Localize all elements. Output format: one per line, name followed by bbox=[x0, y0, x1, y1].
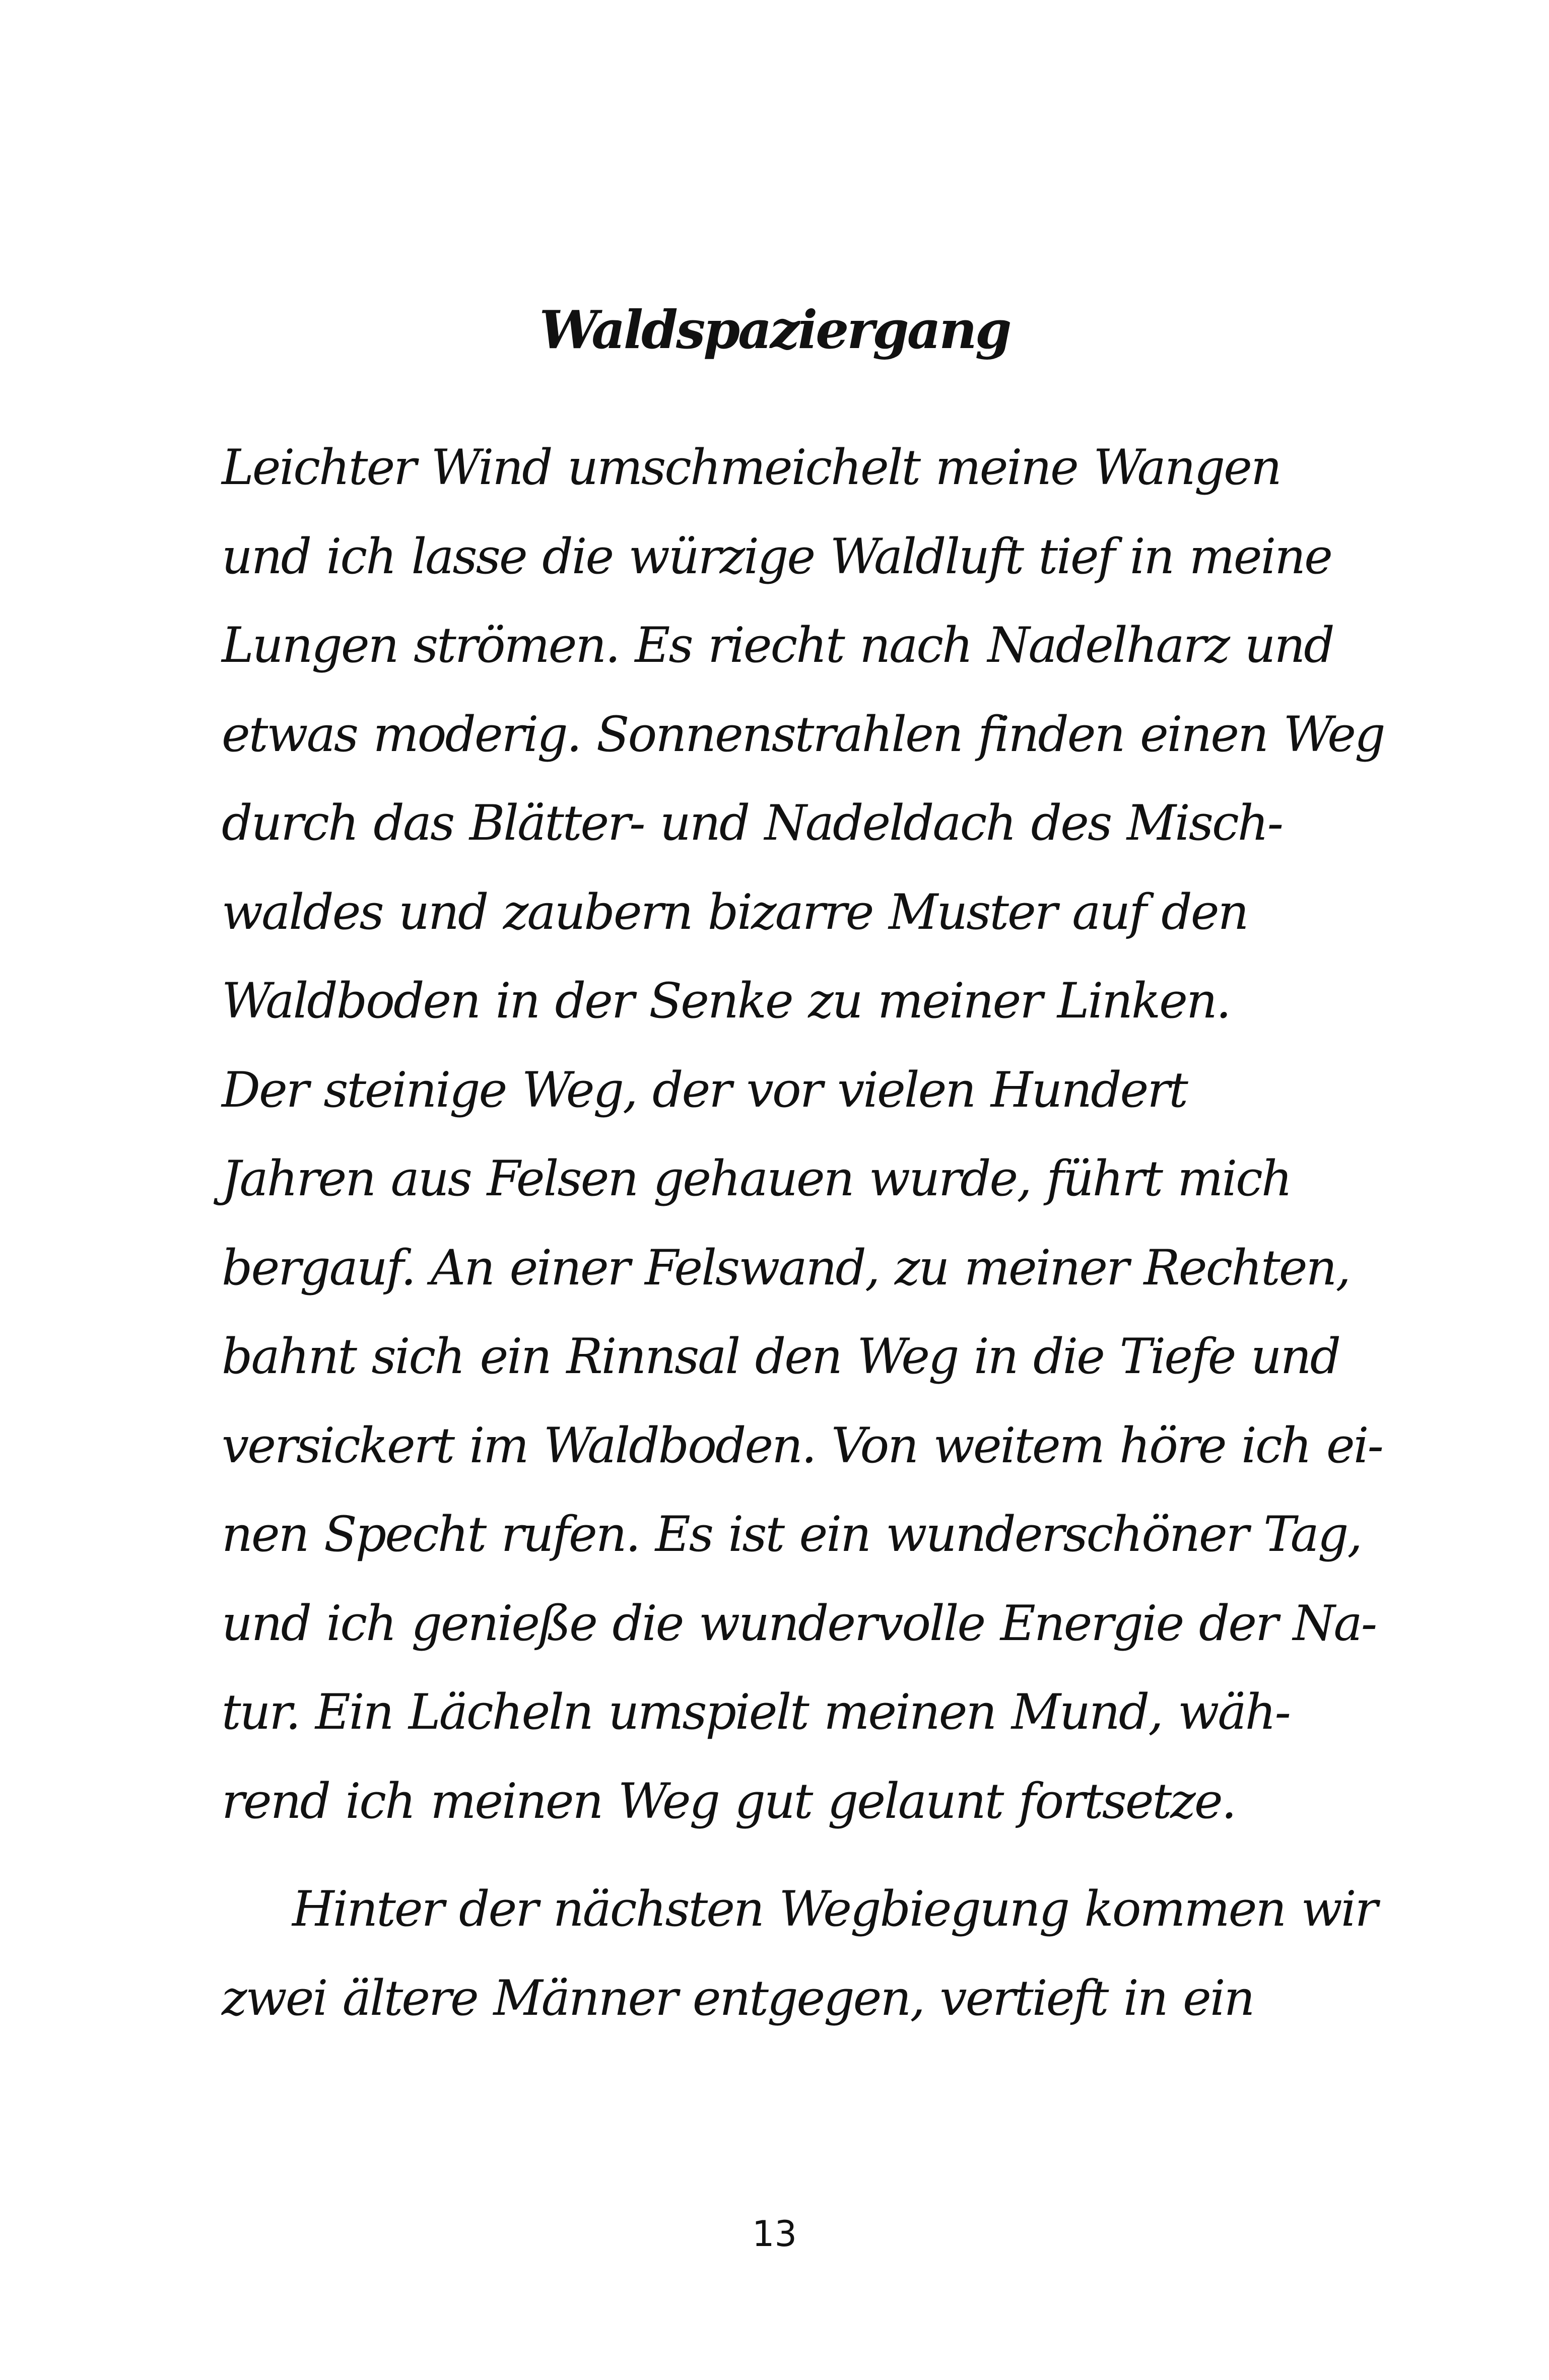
text-line: Waldboden in der Senke zu meiner Linken. bbox=[222, 973, 1230, 1029]
paragraph-1 bbox=[222, 423, 1384, 1846]
text-line: Jahren aus Felsen gehauen wurde, führt mich bbox=[222, 1150, 1291, 1207]
text-line: Lungen strömen. Es riecht nach Nadelharz und bbox=[222, 617, 1333, 673]
paragraph-gap bbox=[222, 1846, 1350, 1865]
paragraph-2 bbox=[222, 1865, 1377, 2043]
text-line: und ich genieße die wundervolle Energie der Na- bbox=[222, 1595, 1376, 1652]
text-line: Hinter der nächsten Wegbiegung kommen wir bbox=[292, 1881, 1377, 1937]
text-line: bahnt sich ein Rinnsal den Weg in die Tiefe und bbox=[222, 1328, 1340, 1385]
text-line: nen Specht rufen. Es ist ein wunderschöner Tag, bbox=[222, 1506, 1361, 1562]
chapter-title: Waldspaziergang bbox=[539, 299, 1010, 361]
text-line: bergauf. An einer Felswand, zu meiner Rechten, bbox=[222, 1239, 1350, 1296]
text-line: tur. Ein Lächeln umspielt meinen Mund, wäh- bbox=[222, 1684, 1290, 1740]
text-line: und ich lasse die würzige Waldluft tief in meine bbox=[222, 528, 1331, 585]
text-line: versickert im Waldboden. Von weitem höre ich ei- bbox=[222, 1417, 1382, 1474]
body-text bbox=[222, 423, 1384, 2043]
text-line: waldes und zaubern bizarre Muster auf den bbox=[222, 883, 1248, 940]
text-line: Leichter Wind umschmeichelt meine Wangen bbox=[222, 439, 1281, 496]
text-line: zwei ältere Männer entgegen, vertieft in ein bbox=[222, 1969, 1254, 2026]
text-line: durch das Blätter- und Nadeldach des Misch- bbox=[222, 795, 1283, 851]
text-line: Der steinige Weg, der vor vielen Hundert bbox=[222, 1061, 1187, 1118]
text-line: etwas moderig. Sonnenstrahlen finden einen Weg bbox=[222, 706, 1384, 763]
text-line: rend ich meinen Weg gut gelaunt fortsetze. bbox=[222, 1773, 1236, 1829]
page-number: 13 bbox=[752, 2213, 797, 2255]
